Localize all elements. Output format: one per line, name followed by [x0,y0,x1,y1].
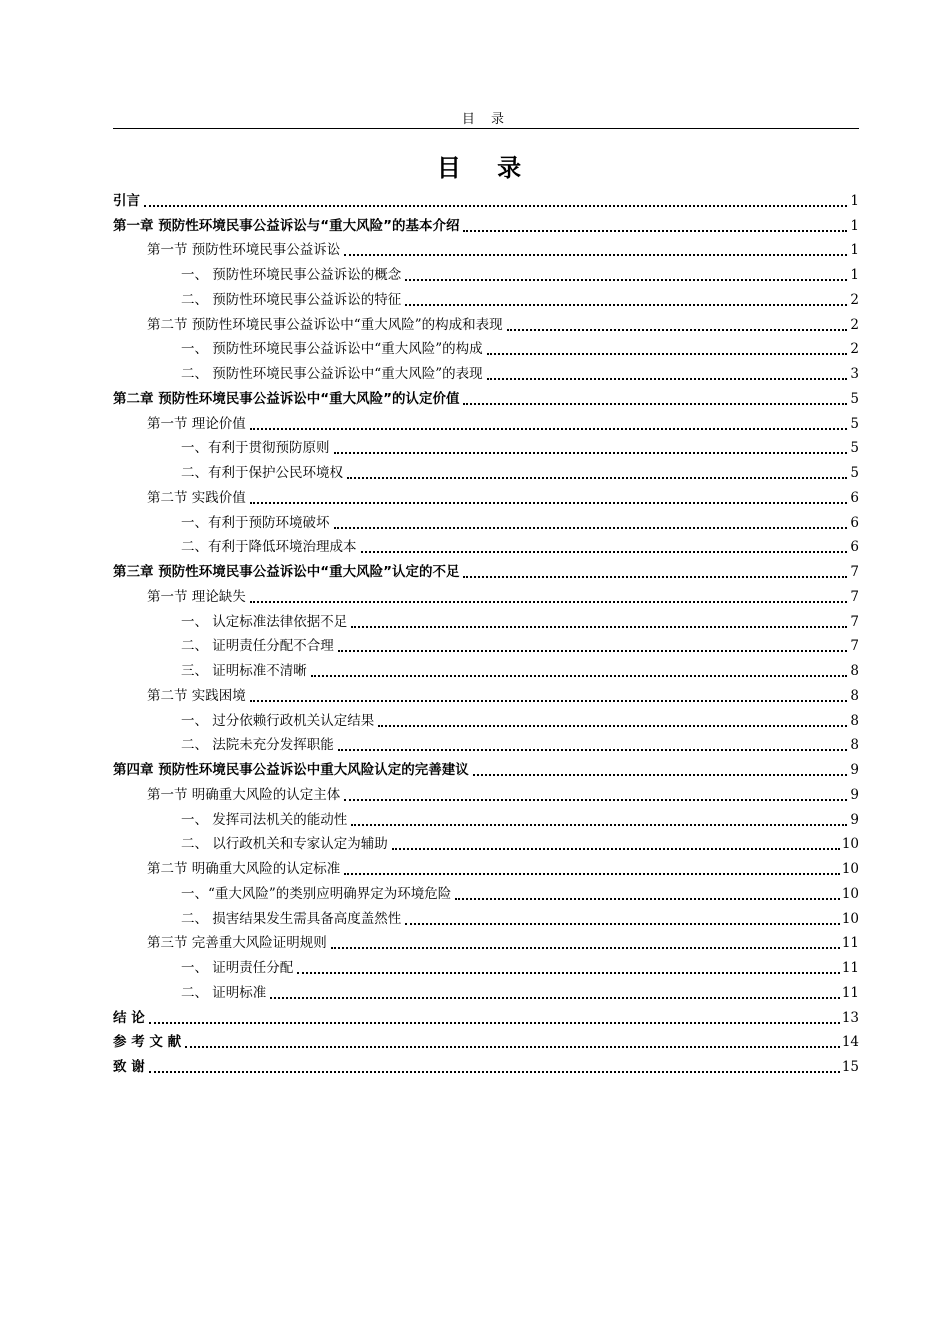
toc-page-number: 10 [841,910,859,927]
toc-entry-text: 二、 以行政机关和专家认定为辅助 [181,836,388,853]
toc-subsection-entry[interactable] [113,433,859,458]
toc-page-number: 2 [850,316,859,333]
toc-section-entry[interactable] [113,779,859,804]
toc-entry-text: 第一节 理论价值 [147,415,246,432]
toc-dot-leader [405,279,847,281]
toc-page-number: 10 [841,885,859,902]
toc-dot-leader [250,601,847,603]
toc-entry-text: 一、 预防性环境民事公益诉讼中“重大风险”的构成 [181,341,483,358]
toc-section-entry[interactable] [113,928,859,953]
toc-page-number: 7 [850,564,859,580]
toc-subsection-entry[interactable] [113,631,859,656]
toc-entry-text: 第二节 明确重大风险的认定标准 [147,861,341,877]
toc-dot-leader [338,749,847,751]
toc-dot-leader [250,700,847,702]
toc-entry-text: 第三节 完善重大风险证明规则 [147,935,327,952]
toc-dot-leader [250,428,847,430]
toc-page-number: 7 [850,588,859,605]
toc-entry-text: 引言 [113,192,140,209]
toc-entry-text: 致 谢 [113,1059,145,1075]
toc-subsection-entry[interactable] [113,507,859,532]
toc-chapter-entry[interactable] [113,754,859,779]
toc-entry-text: 一、“重大风险”的类别应明确界定为环境危险 [181,885,452,902]
toc-entry-text: 二、有利于降低环境治理成本 [181,539,357,556]
toc-entry-text: 二、有利于保护公民环境权 [181,465,343,481]
toc-page-number: 8 [850,663,859,679]
toc-entry-text: 结 论 [113,1009,145,1026]
toc-page-number: 11 [841,984,859,1001]
toc-page-number: 8 [850,737,859,754]
toc-subsection-entry[interactable] [113,829,859,854]
toc-entry-text: 第四章 预防性环境民事公益诉讼中重大风险认定的完善建议 [113,762,469,778]
toc-section-entry[interactable] [113,235,859,260]
toc-entry-text: 三、 证明标准不清晰 [181,663,307,679]
toc-section-entry[interactable] [113,309,859,334]
toc-page-number: 2 [850,291,859,308]
toc-subsection-entry[interactable] [113,977,859,1002]
toc-dot-leader [270,997,840,999]
toc-page-number: 14 [841,1034,859,1051]
toc-entry-text: 一、 证明责任分配 [181,960,294,976]
toc-entry-text: 第一节 理论缺失 [147,588,246,605]
toc-subsection-entry[interactable] [113,259,859,284]
toc-section-entry[interactable] [113,581,859,606]
toc-page-number: 9 [850,811,859,828]
toc-dot-leader [463,576,847,578]
toc-dot-leader [405,304,847,306]
toc-dot-leader [250,502,847,504]
toc-dot-leader [344,873,840,875]
table-of-contents [113,185,859,1076]
toc-entry-text: 第二节 实践价值 [147,489,246,506]
toc-entry-text: 二、 证明标准 [181,984,267,1001]
toc-dot-leader [507,329,847,331]
toc-dot-leader [487,353,847,355]
toc-page-number: 7 [850,638,859,655]
toc-dot-leader [361,551,848,553]
toc-page-number: 2 [850,341,859,358]
toc-entry-text: 二、 证明责任分配不合理 [181,638,334,655]
toc-subsection-entry[interactable] [113,334,859,359]
toc-page-number: 5 [850,440,859,457]
toc-page-number: 13 [841,1009,859,1026]
toc-page-number: 1 [850,217,859,234]
toc-page-number: 5 [850,465,859,481]
toc-page-number: 5 [850,415,859,432]
toc-dot-leader [334,527,848,529]
toc-page-number: 8 [850,687,859,704]
toc-entry-text: 一、有利于贯彻预防原则 [181,440,330,457]
toc-chapter-entry[interactable] [113,1051,859,1076]
toc-dot-leader [144,205,847,207]
toc-dot-leader [463,230,847,232]
toc-subsection-entry[interactable] [113,606,859,631]
toc-dot-leader [344,799,847,801]
toc-page-number: 6 [850,539,859,556]
toc-subsection-entry[interactable] [113,730,859,755]
toc-section-entry[interactable] [113,853,859,878]
toc-page-number: 11 [841,935,859,952]
toc-subsection-entry[interactable] [113,655,859,680]
toc-page-number: 5 [850,390,859,407]
toc-subsection-entry[interactable] [113,804,859,829]
toc-entry-text: 第二节 实践困境 [147,687,246,704]
toc-entry-text: 第二节 预防性环境民事公益诉讼中“重大风险”的构成和表现 [147,316,503,333]
toc-dot-leader [149,1071,840,1073]
toc-dot-leader [392,848,840,850]
toc-entry-text: 第三章 预防性环境民事公益诉讼中“重大风险”认定的不足 [113,564,460,580]
toc-entry-text: 一、有利于预防环境破坏 [181,514,330,531]
toc-chapter-entry[interactable] [113,1002,859,1027]
toc-entry-text: 第一节 预防性环境民事公益诉讼 [147,242,341,259]
toc-dot-leader [149,1022,840,1024]
toc-dot-leader [455,898,840,900]
toc-entry-text: 二、 损害结果发生需具备高度盖然性 [181,910,402,927]
toc-entry-text: 第一节 明确重大风险的认定主体 [147,786,341,803]
toc-section-entry[interactable] [113,408,859,433]
toc-dot-leader [344,254,847,256]
toc-page-number: 1 [850,242,859,259]
toc-dot-leader [334,452,848,454]
toc-dot-leader [405,923,840,925]
toc-page-number: 1 [850,192,859,209]
toc-section-entry[interactable] [113,680,859,705]
toc-page-number: 9 [850,786,859,803]
toc-dot-leader [351,824,847,826]
toc-page-number: 6 [850,489,859,506]
toc-subsection-entry[interactable] [113,358,859,383]
toc-dot-leader [351,626,847,628]
toc-chapter-entry[interactable] [113,185,859,210]
toc-page-number: 8 [850,712,859,729]
toc-page-number: 3 [850,366,859,382]
header-rule [113,128,859,129]
toc-chapter-entry[interactable] [113,383,859,408]
toc-page-number: 9 [850,762,859,778]
toc-entry-text: 第一章 预防性环境民事公益诉讼与“重大风险”的基本介绍 [113,217,460,234]
toc-page-number: 7 [850,613,859,630]
toc-page-number: 1 [850,267,859,283]
toc-entry-text: 一、 预防性环境民事公益诉讼的概念 [181,267,402,283]
toc-entry-text: 二、 预防性环境民事公益诉讼的特征 [181,291,402,308]
toc-page-number: 10 [841,861,859,877]
toc-dot-leader [311,675,847,677]
toc-subsection-entry[interactable] [113,705,859,730]
toc-dot-leader [185,1046,840,1048]
toc-page-number: 11 [841,960,859,976]
toc-entry-text: 二、 预防性环境民事公益诉讼中“重大风险”的表现 [181,366,483,382]
toc-entry-text: 二、 法院未充分发挥职能 [181,737,334,754]
toc-dot-leader [473,774,847,776]
toc-dot-leader [487,378,847,380]
toc-page-number: 10 [841,836,859,853]
toc-chapter-entry[interactable] [113,1027,859,1052]
toc-dot-leader [331,947,840,949]
toc-entry-text: 一、 认定标准法律依据不足 [181,613,348,630]
toc-chapter-entry[interactable] [113,556,859,581]
toc-entry-text: 参 考 文 献 [113,1034,182,1051]
toc-subsection-entry[interactable] [113,952,859,977]
toc-entry-text: 一、 过分依赖行政机关认定结果 [181,712,375,729]
toc-dot-leader [338,650,847,652]
toc-chapter-entry[interactable] [113,210,859,235]
toc-dot-leader [378,725,847,727]
toc-subsection-entry[interactable] [113,903,859,928]
running-header: 目 录 [461,112,511,127]
toc-dot-leader [463,403,847,405]
toc-subsection-entry[interactable] [113,878,859,903]
toc-subsection-entry[interactable] [113,284,859,309]
toc-section-entry[interactable] [113,482,859,507]
toc-subsection-entry[interactable] [113,457,859,482]
toc-page-number: 6 [850,514,859,531]
toc-subsection-entry[interactable] [113,532,859,557]
toc-entry-text: 第二章 预防性环境民事公益诉讼中“重大风险”的认定价值 [113,390,460,407]
toc-page-number: 15 [841,1059,859,1075]
toc-dot-leader [347,477,847,479]
toc-title: 目 录 [436,154,536,182]
toc-dot-leader [297,972,840,974]
toc-entry-text: 一、 发挥司法机关的能动性 [181,811,348,828]
